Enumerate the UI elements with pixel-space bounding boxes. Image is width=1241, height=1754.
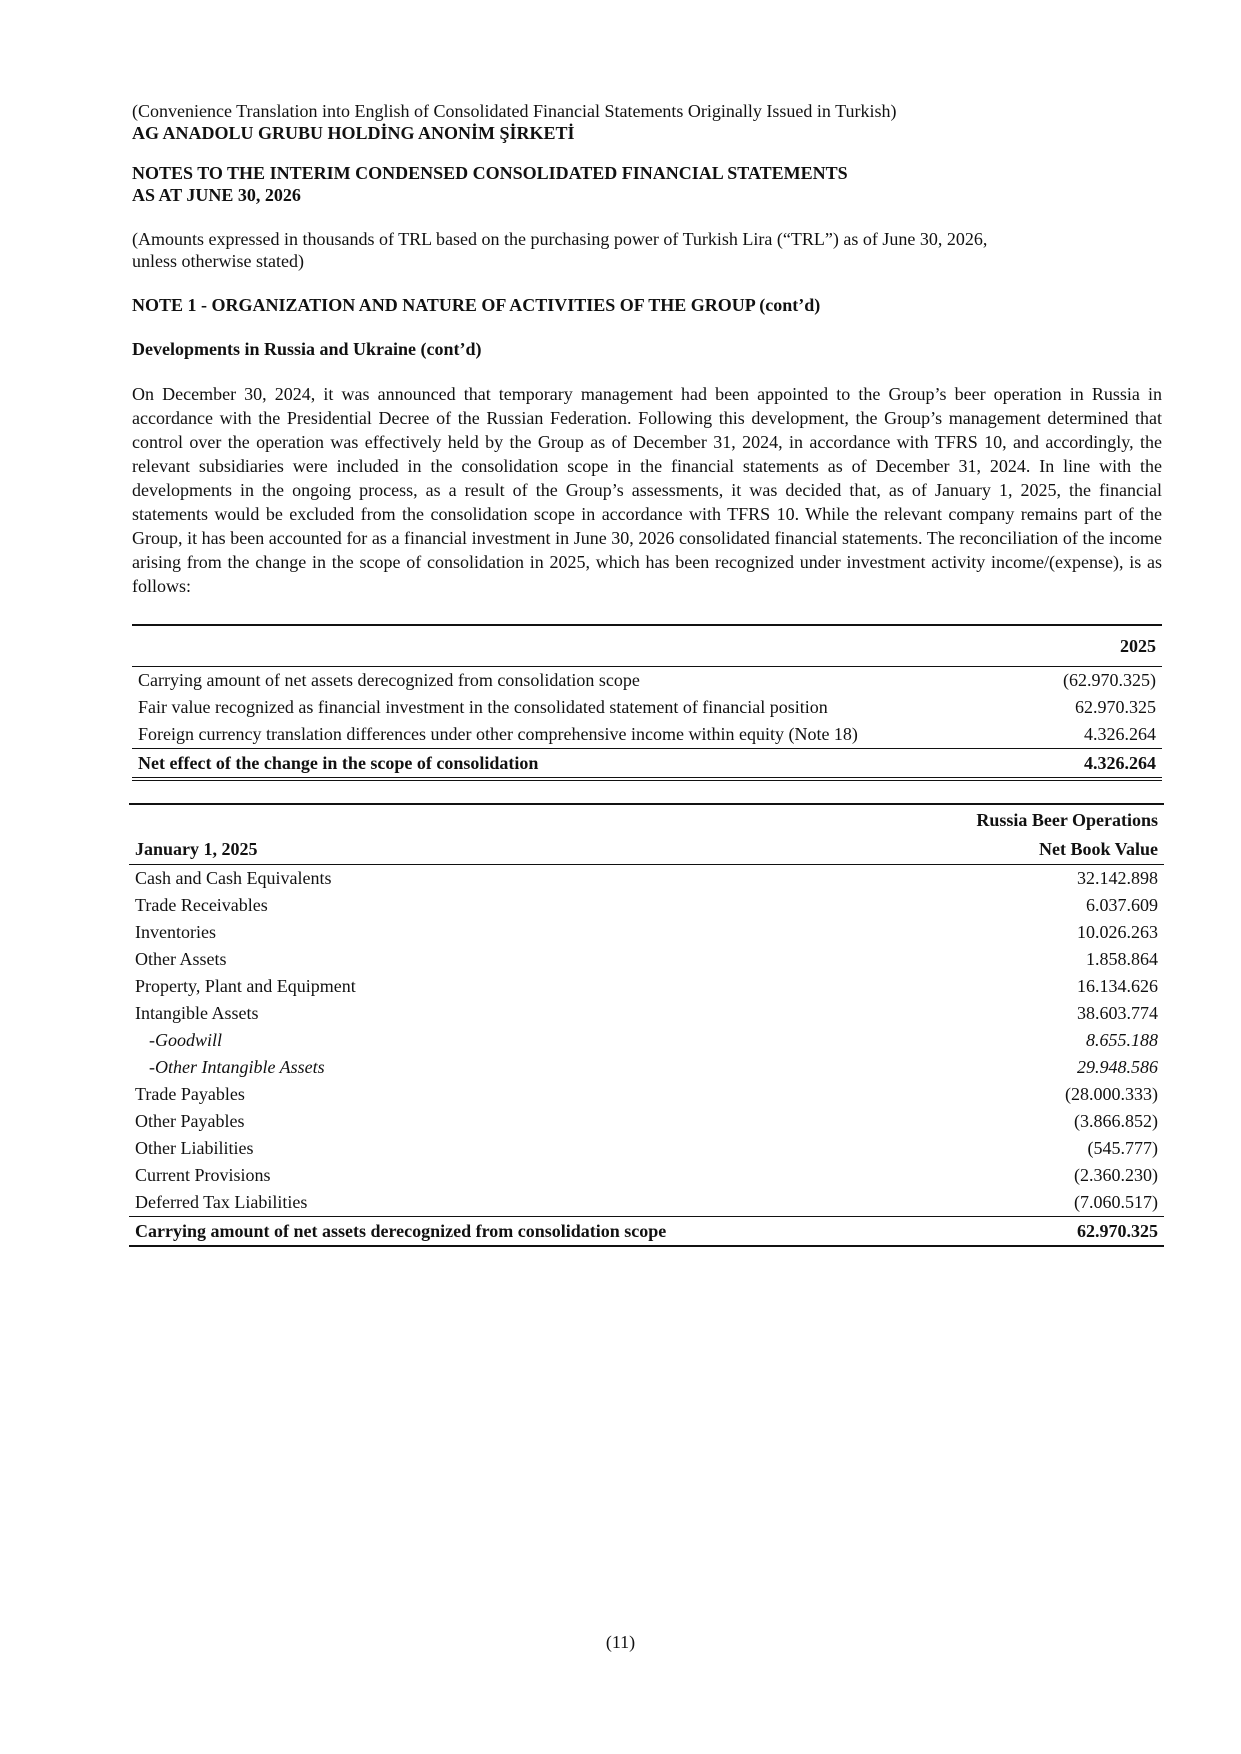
total-row: [129, 1217, 1164, 1247]
table-row: [129, 1000, 1164, 1027]
translation-note: (Convenience Translation into English of Consolidated Financial Statements Originally Issued in Turkish): [132, 101, 897, 121]
table-row: [129, 1108, 1164, 1135]
total-value: 4.326.264: [1033, 749, 1162, 780]
row-value: 8.655.188: [1086, 1030, 1158, 1050]
table-header-row: [129, 835, 1164, 865]
row-value: 16.134.626: [1077, 976, 1158, 996]
amounts-note-line-2: unless otherwise stated): [132, 251, 304, 271]
body-paragraph: On December 30, 2024, it was announced that temporary management had been appointed to the Group’s beer operation in Russia in accordance with the Presidential Decree of the Russian Federation. Following this development, the Group’s management determined that control over the operation was effectively held by the Group as of December 31, 2024, in accordance with TFRS 10, and accordingly, the relevant subsidiaries were included in the consolidation scope in the financial statements as of December 31, 2024. In line with the developments in the ongoing process, as a result of the Group’s assessments, it was decided that, as of January 1, 2025, the financial statements would be excluded from the consolidation scope in accordance with TFRS 10. While the relevant company remains part of the Group, it has been accounted for as a financial investment in June 30, 2026 consolidated financial statements. The reconciliation of the income arising from the change in the scope of consolidation in 2025, which has been recognized under investment activity income/(expense), is as follows:: [132, 384, 1162, 596]
table-sub-row: [129, 1054, 1164, 1081]
operations-header: Russia Beer Operations: [976, 809, 1158, 830]
table-row: [129, 892, 1164, 919]
table-header-row: [132, 625, 1162, 667]
table-row: [132, 721, 1162, 749]
row-value: (62.970.325): [1063, 670, 1156, 690]
row-label: Other Assets: [135, 949, 227, 969]
net-assets-table: [129, 803, 1164, 1247]
table-row: [129, 1135, 1164, 1162]
row-value: 1.858.864: [1086, 949, 1158, 969]
table-row: [132, 694, 1162, 721]
table-row: [129, 1162, 1164, 1189]
reconciliation-table: [132, 624, 1162, 781]
row-label: Foreign currency translation differences under other comprehensive income within equity (Note 18): [138, 724, 858, 744]
row-label: Other Payables: [135, 1111, 245, 1131]
row-label: -Other Intangible Assets: [149, 1057, 325, 1077]
net-book-value-header: Net Book Value: [892, 835, 1164, 865]
notes-title-line-1: NOTES TO THE INTERIM CONDENSED CONSOLIDATED FINANCIAL STATEMENTS: [132, 163, 848, 183]
table-row: [129, 919, 1164, 946]
page-number: (11): [605, 1632, 636, 1652]
row-label: Inventories: [135, 922, 216, 942]
row-label: -Goodwill: [149, 1030, 223, 1050]
row-value: 10.026.263: [1077, 922, 1158, 942]
year-header: 2025: [1033, 625, 1162, 667]
row-value: (545.777): [1087, 1138, 1158, 1158]
total-label: Net effect of the change in the scope of consolidation: [132, 749, 1033, 780]
row-value: 4.326.264: [1084, 724, 1156, 744]
row-label: Deferred Tax Liabilities: [135, 1192, 308, 1212]
table-row: [129, 946, 1164, 973]
document-page: [132, 100, 1162, 1247]
row-label: Cash and Cash Equivalents: [135, 868, 332, 888]
company-name: AG ANADOLU GRUBU HOLDİNG ANONİM ŞİRKETİ: [132, 123, 575, 143]
table-row: [129, 973, 1164, 1000]
table-sub-row: [129, 1027, 1164, 1054]
row-label: Fair value recognized as financial investment in the consolidated statement of financial position: [138, 697, 828, 717]
amounts-note-line-1: (Amounts expressed in thousands of TRL based on the purchasing power of Turkish Lira (“TRL”) as of June 30, 2026,: [132, 229, 988, 249]
table-row: [129, 1081, 1164, 1108]
row-label: Intangible Assets: [135, 1003, 259, 1023]
row-label: Trade Payables: [135, 1084, 245, 1104]
row-label: Other Liabilities: [135, 1138, 254, 1158]
table-row: [132, 667, 1162, 695]
row-value: 32.142.898: [1077, 868, 1158, 888]
row-label: Current Provisions: [135, 1165, 271, 1185]
total-label: Carrying amount of net assets derecognized from consolidation scope: [129, 1217, 892, 1247]
row-value: 62.970.325: [1075, 697, 1156, 717]
row-value: 38.603.774: [1077, 1003, 1158, 1023]
table-row: [129, 1189, 1164, 1217]
date-header: January 1, 2025: [129, 835, 892, 865]
table-header-row: [129, 804, 1164, 835]
row-label: Property, Plant and Equipment: [135, 976, 356, 996]
note-title: NOTE 1 - ORGANIZATION AND NATURE OF ACTIVITIES OF THE GROUP (cont’d): [132, 295, 821, 315]
total-row: [132, 749, 1162, 780]
row-label: Trade Receivables: [135, 895, 268, 915]
row-value: (28.000.333): [1065, 1084, 1158, 1104]
row-value: 6.037.609: [1086, 895, 1158, 915]
row-value: (7.060.517): [1074, 1192, 1158, 1212]
total-value: 62.970.325: [892, 1217, 1164, 1247]
row-value: 29.948.586: [1077, 1057, 1158, 1077]
row-value: (2.360.230): [1074, 1165, 1158, 1185]
table-row: [129, 865, 1164, 893]
notes-title-line-2: AS AT JUNE 30, 2026: [132, 185, 301, 205]
section-title: Developments in Russia and Ukraine (cont’d): [132, 339, 482, 359]
row-value: (3.866.852): [1074, 1111, 1158, 1131]
row-label: Carrying amount of net assets derecognized from consolidation scope: [138, 670, 640, 690]
